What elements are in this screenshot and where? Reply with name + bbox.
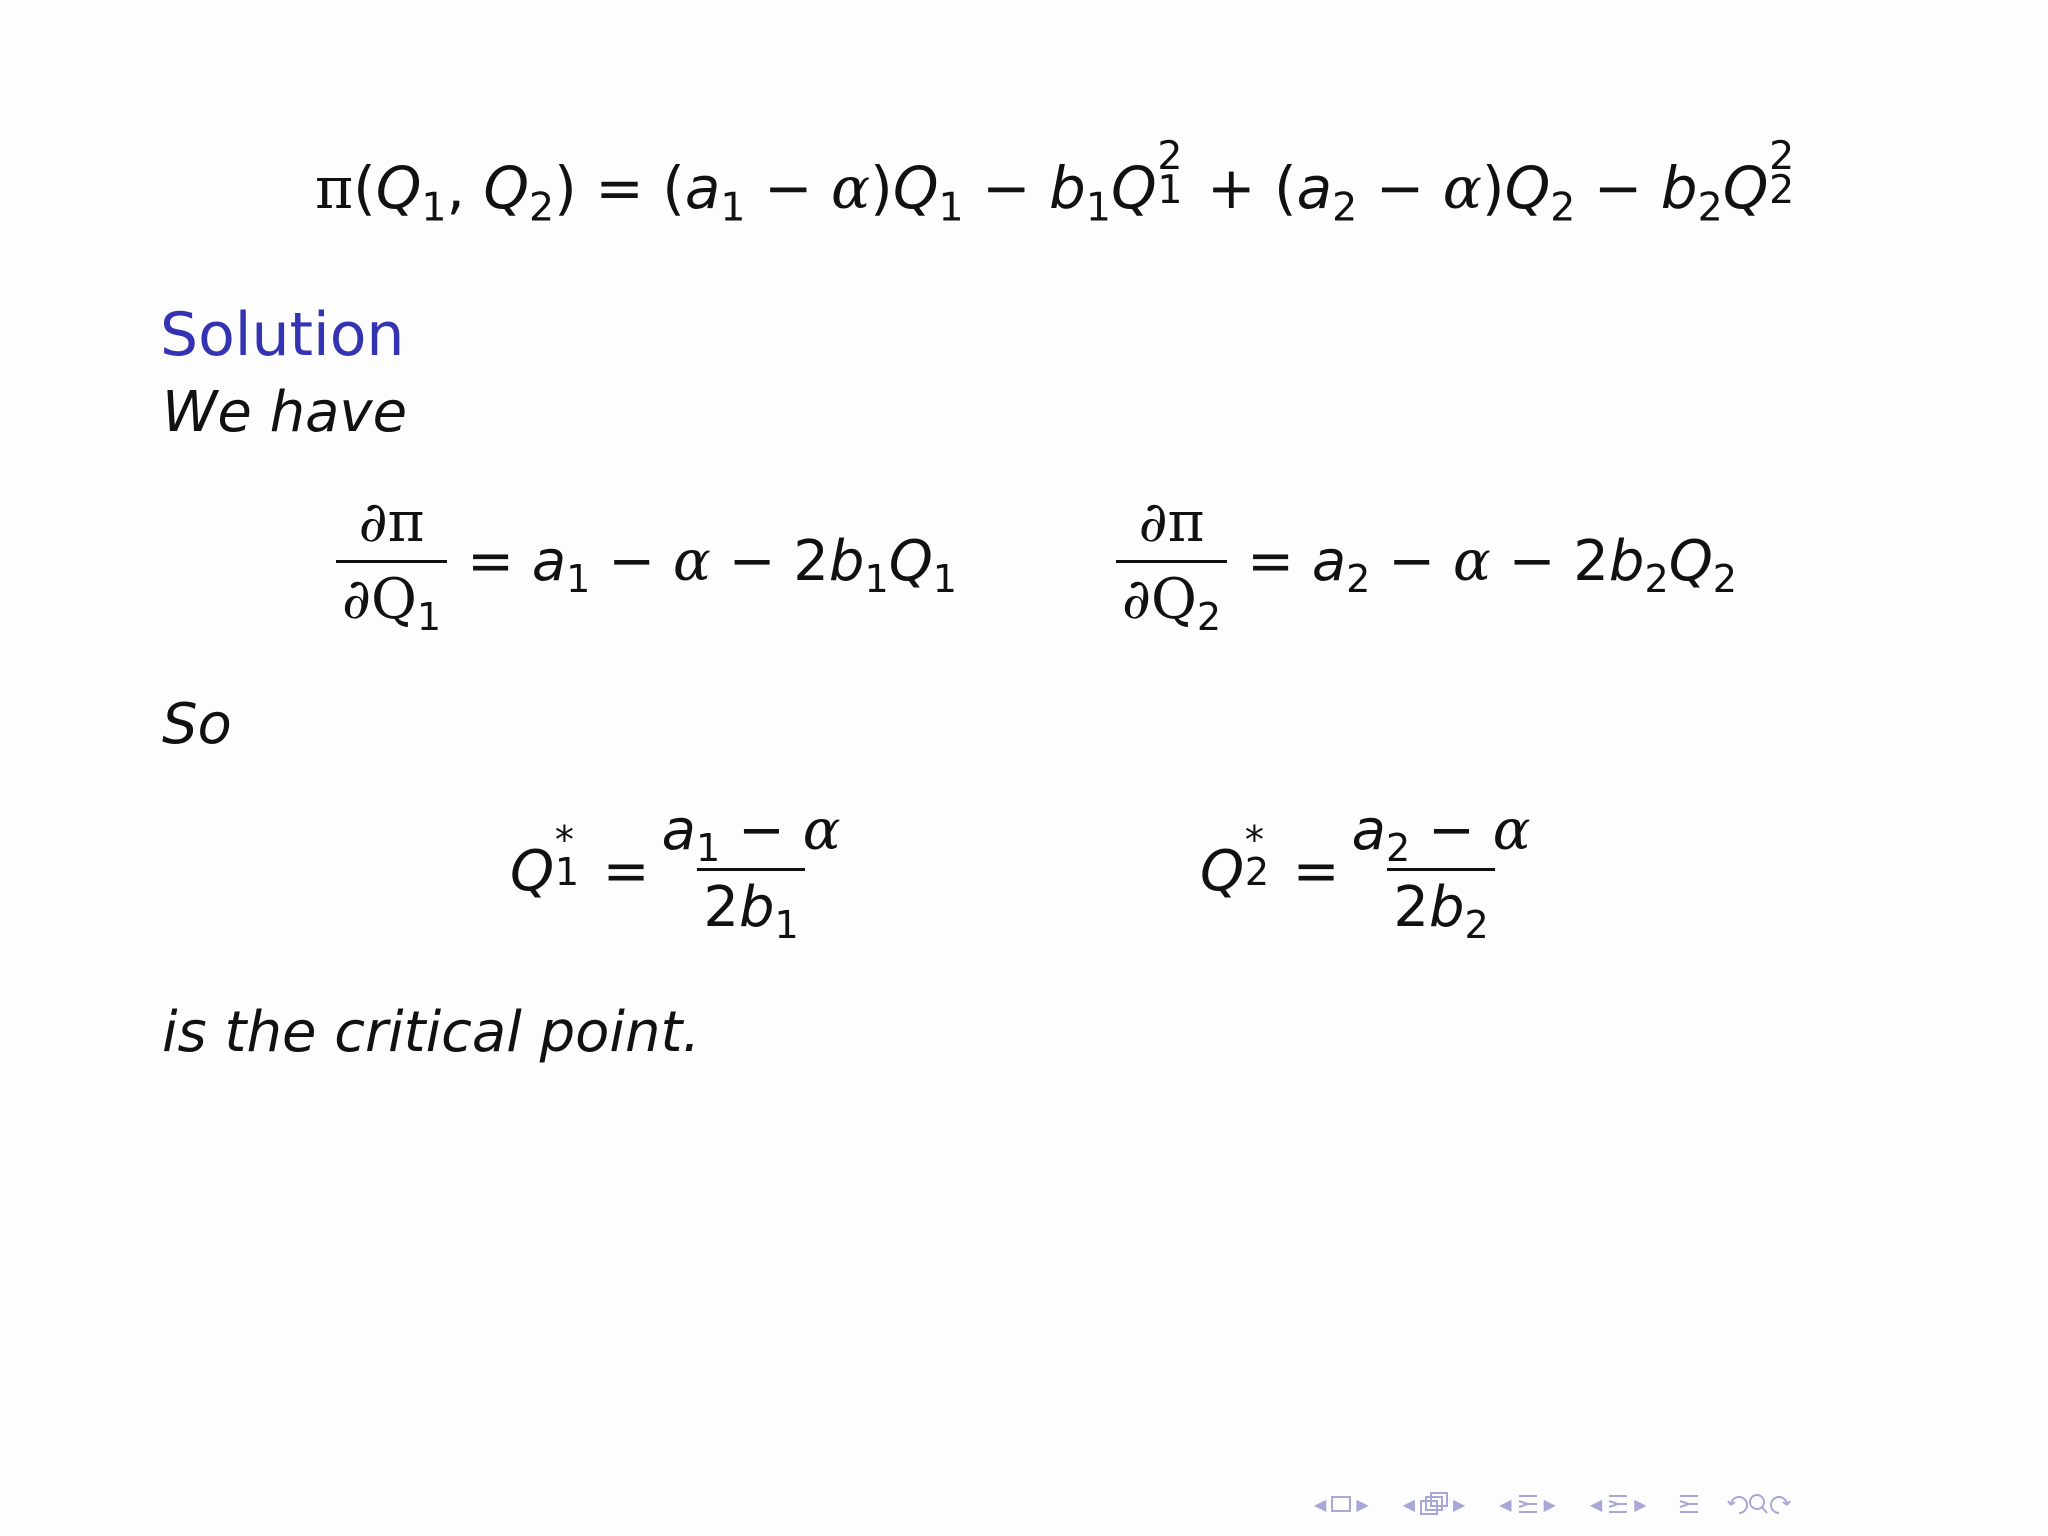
slide-nav[interactable] — [1586, 1492, 1651, 1516]
next-arrow-icon[interactable]: ▶ — [1543, 1494, 1556, 1514]
align-nav[interactable] — [1677, 1492, 1701, 1516]
derivative-rhs: = $a_2 - \alpha - 2b_2Q_2$ — [1247, 528, 1738, 601]
numerator: $a_1 - \alpha$ — [661, 798, 841, 871]
denominator: $\partial Q_2$ — [1116, 560, 1227, 631]
prev-arrow-icon[interactable]: ◀ — [1499, 1494, 1512, 1514]
critical-point-q2 — [1200, 798, 1543, 947]
profit-function-equation: $\pi(Q_1$, $Q_2) = (a_1 - \alpha)Q_1 - b_1Q$ 2 1 + $(a_2 - \alpha)Q_2 - b_2Q$ 2 2 — [315, 133, 1795, 231]
subsection-nav[interactable] — [1399, 1491, 1470, 1517]
conclusion-text: is the critical point. — [162, 1000, 701, 1065]
align-icon[interactable] — [1677, 1492, 1701, 1516]
denominator: $2b_2$ — [1387, 868, 1494, 939]
search-icon[interactable] — [1727, 1491, 1791, 1517]
critical-point-q1 — [510, 798, 853, 947]
numerator: $a_2 - \alpha$ — [1351, 798, 1531, 871]
numerator: ∂π — [358, 490, 425, 555]
section-nav[interactable] — [1495, 1492, 1560, 1516]
next-arrow-icon[interactable]: ▶ — [1356, 1494, 1369, 1514]
prev-arrow-icon[interactable]: ◀ — [1589, 1494, 1603, 1514]
partial-derivative-q1 — [330, 490, 958, 639]
next-arrow-icon[interactable]: ▶ — [1452, 1494, 1466, 1514]
solution-heading: Solution — [160, 300, 405, 370]
denominator: $\partial Q_1$ — [336, 560, 447, 631]
prev-arrow-icon[interactable]: ◀ — [1402, 1494, 1415, 1514]
so-text: So — [162, 692, 232, 757]
denominator: $2b_1$ — [697, 868, 804, 939]
fraction — [656, 798, 847, 947]
search-nav[interactable] — [1727, 1491, 1791, 1517]
critical-lhs: Q * 1 = — [510, 818, 650, 905]
partial-derivative-q2 — [1110, 490, 1738, 639]
subsection-nav-icon[interactable] — [1419, 1491, 1449, 1517]
numerator: ∂π — [1138, 490, 1205, 555]
fraction — [1116, 490, 1227, 639]
we-have-text: We have — [162, 380, 408, 445]
next-arrow-icon[interactable]: ▶ — [1634, 1494, 1647, 1514]
beamer-navigation-bar — [1310, 1488, 1791, 1520]
slide-nav-icon[interactable] — [1606, 1492, 1630, 1516]
frame-nav-icon[interactable] — [1330, 1495, 1352, 1513]
prev-arrow-icon[interactable]: ◀ — [1314, 1494, 1327, 1514]
frame-nav[interactable] — [1310, 1495, 1373, 1514]
derivative-rhs: = $a_1 - \alpha - 2b_1Q_1$ — [467, 528, 958, 601]
critical-lhs: Q * 2 = — [1200, 818, 1340, 905]
fraction — [336, 490, 447, 639]
fraction — [1346, 798, 1537, 947]
section-nav-icon[interactable] — [1516, 1492, 1540, 1516]
